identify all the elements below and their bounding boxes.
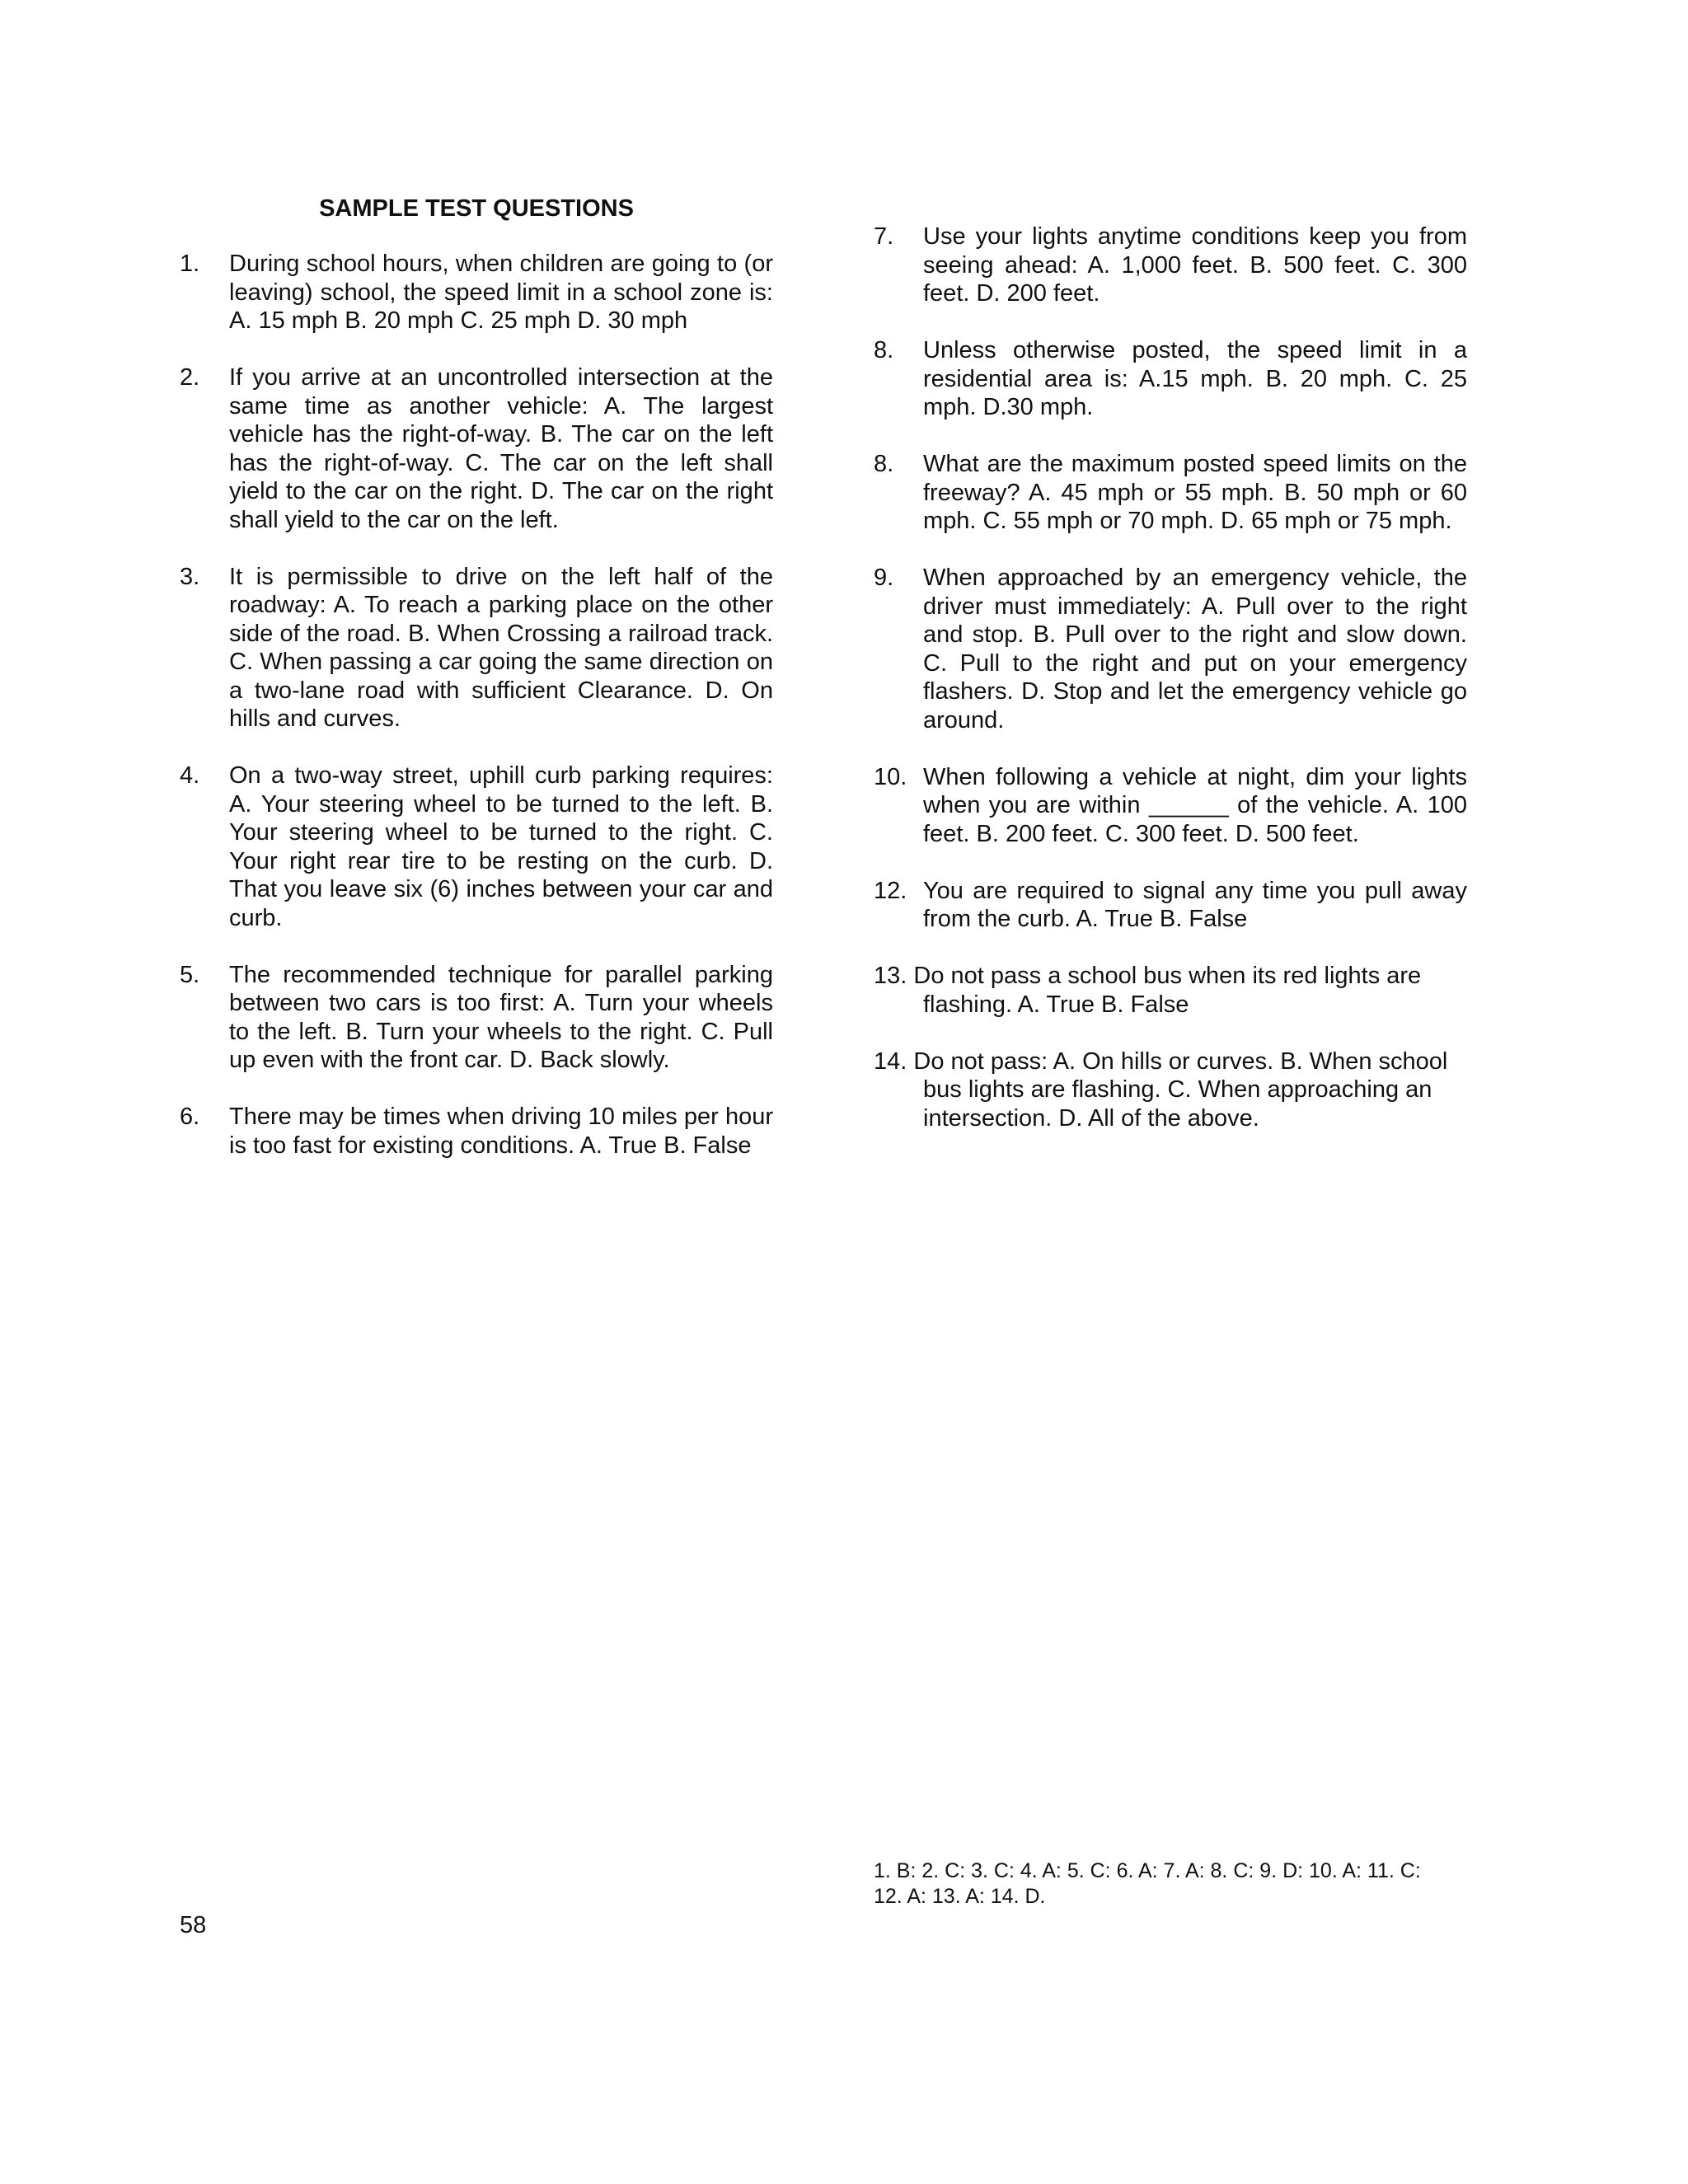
question-item [874, 962, 1467, 1019]
question-text: When following a vehicle at night, dim your lights when you are within ______ of the vehicle. A. 100 feet. B. 200 feet. C. 300 feet. D. 500 feet. [923, 763, 1467, 847]
question-item [874, 763, 1467, 849]
question-text: What are the maximum posted speed limits on the freeway? A. 45 mph or 55 mph. B. 50 mph or 60 mph. C. 55 mph or 70 mph. D. 65 mph or 75 mph. [923, 451, 1467, 534]
question-item [180, 1103, 773, 1160]
question-item [874, 564, 1467, 734]
page-title: SAMPLE TEST QUESTIONS [319, 195, 634, 222]
question-number: 6. [180, 1104, 200, 1130]
right-column [874, 223, 1467, 1161]
question-text: Unless otherwise posted, the speed limit in a residential area is: A.15 mph. B. 20 mph. C. 25 mph. D.30 mph. [923, 337, 1467, 420]
question-text: If you arrive at an uncontrolled intersection at the same time as another vehicle: A. The largest vehicle has the right-of-way. B. The car on the left has the right-of-way. C. The car on the left shall yield to the car on the right. D. The car on the right shall yield to the car on the left. [229, 364, 773, 533]
question-text: When approached by an emergency vehicle, the driver must immediately: A. Pull over to the right and stop. B. Pull over to the right and slow down. C. Pull to the right and put on your emergency flashers. D. Stop and let the emergency vehicle go around. [923, 565, 1467, 733]
question-number: 12. [874, 877, 907, 904]
question-number: 3. [180, 563, 200, 590]
question-text: During school hours, when children are going to (or leaving) school, the speed limit in a school zone is: A. 15 mph B. 20 mph C. 25 mph D. 30 mph [229, 251, 773, 334]
question-item [180, 563, 773, 733]
question-text: There may be times when driving 10 miles per hour is too fast for existing conditions. A. True B. False [229, 1104, 773, 1159]
question-number: 9. [874, 565, 894, 591]
question-item [180, 961, 773, 1075]
question-number: 2. [180, 364, 200, 391]
question-item [180, 762, 773, 932]
question-text: Do not pass a school bus when its red lights are flashing. A. True B. False [913, 963, 1422, 1018]
question-number: 14. [874, 1047, 907, 1075]
question-item [874, 1047, 1467, 1133]
question-number: 4. [180, 762, 200, 789]
question-number: 8. [874, 337, 894, 363]
question-number: 13. [874, 963, 907, 989]
question-text: You are required to signal any time you pull away from the curb. A. True B. False [923, 877, 1467, 932]
left-column [180, 194, 773, 1188]
question-item [874, 450, 1467, 536]
question-item [180, 363, 773, 534]
question-text: On a two-way street, uphill curb parking requires: A. Your steering wheel to be turned to the left. B. Your steering wheel to be turned to the right. C. Your right rear tire to be resting on the curb. D. That you leave six (6) inches between your car and curb. [229, 762, 773, 931]
question-number: 8. [874, 451, 894, 477]
page-number: 58 [180, 1912, 207, 1938]
question-item [874, 336, 1467, 422]
question-number: 1. [180, 251, 200, 277]
question-number: 7. [874, 223, 894, 250]
answer-key-line: 12. A: 13. A: 14. D. [874, 1885, 1046, 1908]
question-text: The recommended technique for parallel parking between two cars is too first: A. Turn your wheels to the left. B. Turn your wheels to the right. C. Pull up even with the front car. D. Back slowly. [229, 961, 773, 1073]
question-text: It is permissible to drive on the left half of the roadway: A. To reach a parking place on the other side of the road. B. When Crossing a railroad track. C. When passing a car going the same direction on a two-lane road with sufficient Clearance. D. On hills and curves. [229, 563, 773, 732]
question-text: Do not pass: A. On hills or curves. B. When school bus lights are flashing. C. When approaching an intersection. D. All of the above. [913, 1047, 1448, 1132]
question-item [180, 250, 773, 335]
question-number: 10. [874, 763, 907, 790]
question-item [874, 223, 1467, 308]
question-number: 5. [180, 961, 200, 988]
question-item [874, 877, 1467, 934]
answer-key-line: 1. B: 2. C: 3. C: 4. A: 5. C: 6. A: 7. A: 8. C: 9. D: 10. A: 11. C: [874, 1859, 1421, 1882]
question-text: Use your lights anytime conditions keep you from seeing ahead: A. 1,000 feet. B. 500 feet. C. 300 feet. D. 200 feet. [923, 223, 1467, 307]
answer-key [874, 1858, 1484, 1910]
